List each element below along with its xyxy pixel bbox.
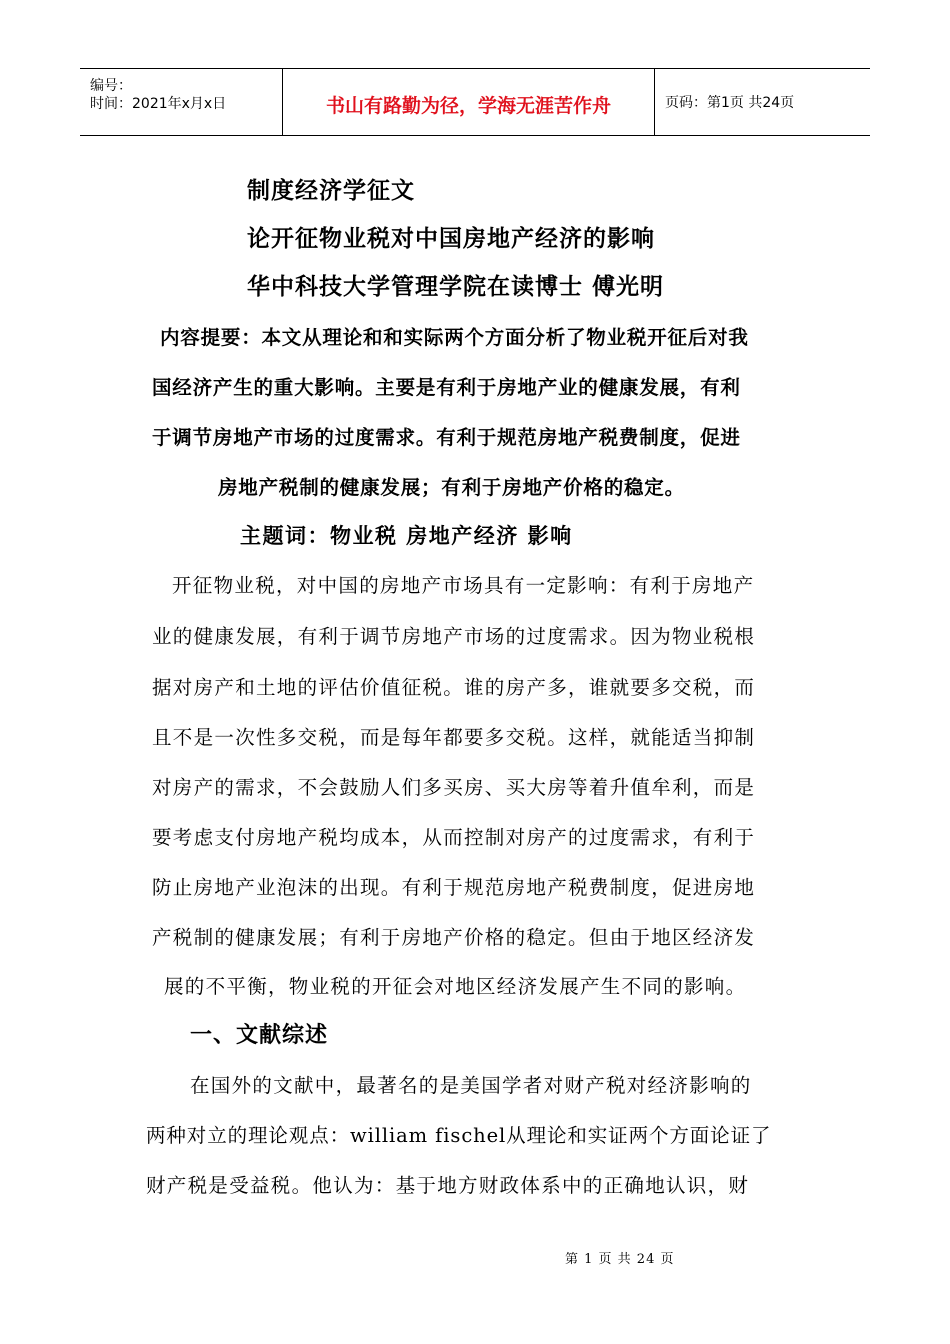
header-motto-cell [283,69,655,135]
abstract-line: 于调节房地产市场的过度需求。有利于规范房地产税费制度，促进 [152,426,741,449]
abstract-line: 房地产税制的健康发展；有利于房地产价格的稳定。 [218,476,685,499]
section-heading: 一、文献综述 [190,1023,329,1048]
time-label: 时间：2021年x月x日 [90,96,227,112]
keywords-line: 主题词：物业税 房地产经济 影响 [240,524,573,548]
document-header [80,68,870,136]
paragraph-line: 两种对立的理论观点：william fischel从理论和实证两个方面论证了 [146,1124,772,1147]
number-label: 编号： [90,78,132,94]
author-line: 华中科技大学管理学院在读博士 傅光明 [247,274,665,300]
paragraph-line: 业的健康发展，有利于调节房地产市场的过度需求。因为物业税根 [152,625,756,648]
paragraph-line: 财产税是受益税。他认为：基于地方财政体系中的正确地认识，财 [146,1174,750,1197]
paper-title: 论开征物业税对中国房地产经济的影响 [247,226,655,252]
paragraph-line: 据对房产和土地的评估价值征税。谁的房产多，谁就要多交税，而 [152,676,756,699]
page-footer: 第 1 页 共 24 页 [565,1252,675,1267]
paragraph-line: 对房产的需求，不会鼓励人们多买房、买大房等着升值牟利，而是 [152,776,756,799]
header-meta [80,69,283,135]
paragraph-line: 开征物业税，对中国的房地产市场具有一定影响：有利于房地产 [172,574,755,597]
header-motto: 书山有路勤为径，学海无涯苦作舟 [325,94,611,117]
paragraph-line: 产税制的健康发展；有利于房地产价格的稳定。但由于地区经济发 [152,926,756,949]
paragraph-line: 在国外的文献中，最著名的是美国学者对财产税对经济影响的 [190,1074,752,1097]
paragraph-line: 且不是一次性多交税，而是每年都要多交税。这样，就能适当抑制 [152,726,756,749]
abstract-line: 内容提要：本文从理论和和实际两个方面分析了物业税开征后对我 [160,326,749,349]
paragraph-line: 防止房地产业泡沫的出现。有利于规范房地产税费制度，促进房地 [152,876,756,899]
abstract-line: 国经济产生的重大影响。主要是有利于房地产业的健康发展，有利 [152,376,741,399]
category-title: 制度经济学征文 [247,178,415,204]
paragraph-line: 展的不平衡，物业税的开征会对地区经济发展产生不同的影响。 [164,975,747,998]
paragraph-line: 要考虑支付房地产税均成本，从而控制对房产的过度需求，有利于 [152,826,756,849]
header-page-info: 页码：第1页 共24页 [665,95,795,111]
